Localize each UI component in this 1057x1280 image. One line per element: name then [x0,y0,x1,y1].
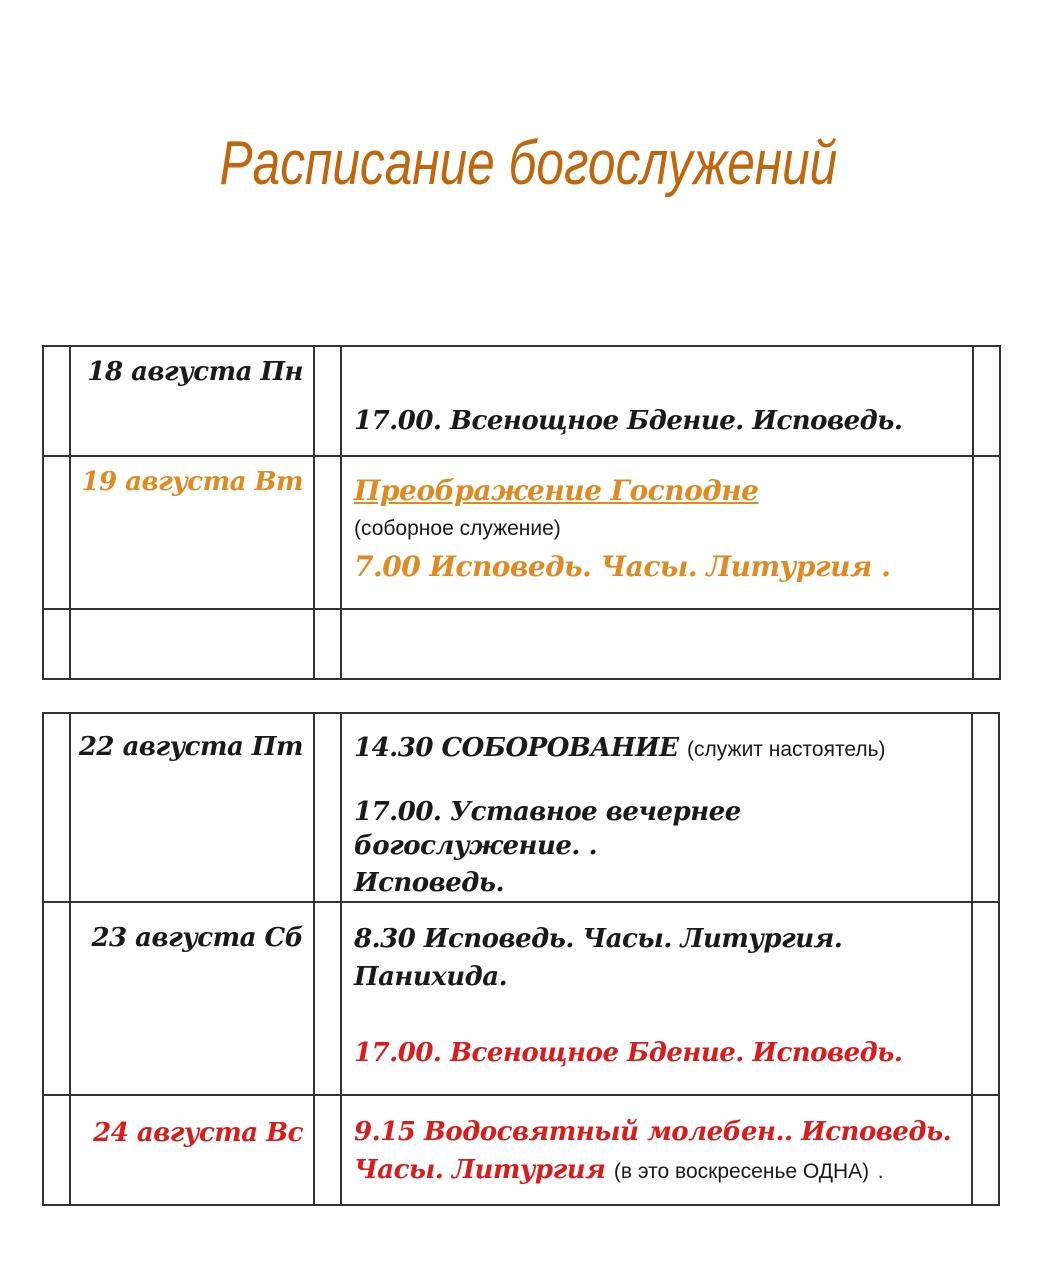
date-label: 23 августа Сб [91,923,303,954]
service-text: 9.15 Водосвятный молебен.. Исповедь. [354,1117,952,1148]
feast-title: Преображение Господне [354,474,759,507]
schedule-row [43,346,1000,456]
service-end-mark: . [877,1159,884,1183]
row-margin-cell [43,1095,70,1205]
service-text: 17.00. Всенощное Бдение. Исповедь. [354,1037,903,1068]
service-line [342,714,971,766]
service-text: 8.30 Исповедь. Часы. Литургия. [354,924,843,955]
service-text: Панихида. [354,961,508,992]
row-margin-cell [43,456,70,609]
service-cell [341,713,972,902]
service-note: (служит настоятель) [687,738,886,761]
page-title: Расписание богослужений [219,129,838,198]
row-margin-cell [43,609,70,679]
schedule-row [43,713,999,902]
service-note: (в это воскресенье ОДНА) [613,1159,870,1183]
row-spacer-cell [314,1095,341,1205]
service-cell [341,456,973,609]
date-label: 19 августа Вт [81,467,303,497]
schedule-row [43,1095,999,1205]
date-label: 22 августа Пт [78,732,303,762]
schedule-table-week2 [42,712,1000,1206]
service-text: 17.00. Уставное вечернее богослужение. . [354,796,741,861]
row-margin-cell [972,1095,999,1205]
date-cell [70,609,314,679]
service-cell [341,609,973,679]
row-margin-cell [973,456,1000,609]
service-text: 14.30 СОБОРОВАНИЕ [354,733,679,763]
row-margin-cell [972,713,999,902]
date-cell [70,456,314,609]
date-cell [70,346,314,456]
row-spacer-cell [314,713,341,902]
row-margin-cell [43,713,70,902]
date-label: 24 августа Вс [93,1118,303,1149]
date-cell [70,1095,314,1205]
service-text: 17.00. Всенощное Бдение. Исповедь. [354,406,903,436]
date-cell [70,902,314,1095]
row-spacer-cell [314,609,341,679]
row-spacer-cell [314,456,341,609]
schedule-row-empty [43,609,1000,679]
row-spacer-cell [314,902,341,1095]
row-margin-cell [973,346,1000,456]
row-margin-cell [43,346,70,456]
service-line [342,1150,971,1188]
row-margin-cell [972,902,999,1095]
service-note: (соборное служение) [354,517,561,541]
row-margin-cell [973,609,1000,679]
service-cell [341,346,973,456]
date-label: 18 августа Пн [87,357,303,387]
row-spacer-cell [314,346,341,456]
schedule-table-week1 [42,345,1001,680]
row-margin-cell [43,902,70,1095]
service-text: 7.00 Исповедь. Часы. Литургия . [354,550,891,584]
service-text: Часы. Литургия [354,1154,606,1185]
schedule-row [43,902,999,1095]
service-cell [341,1095,972,1205]
service-text: Исповедь. [354,868,505,899]
service-cell [341,902,972,1095]
date-cell [70,713,314,902]
schedule-row [43,456,1000,609]
